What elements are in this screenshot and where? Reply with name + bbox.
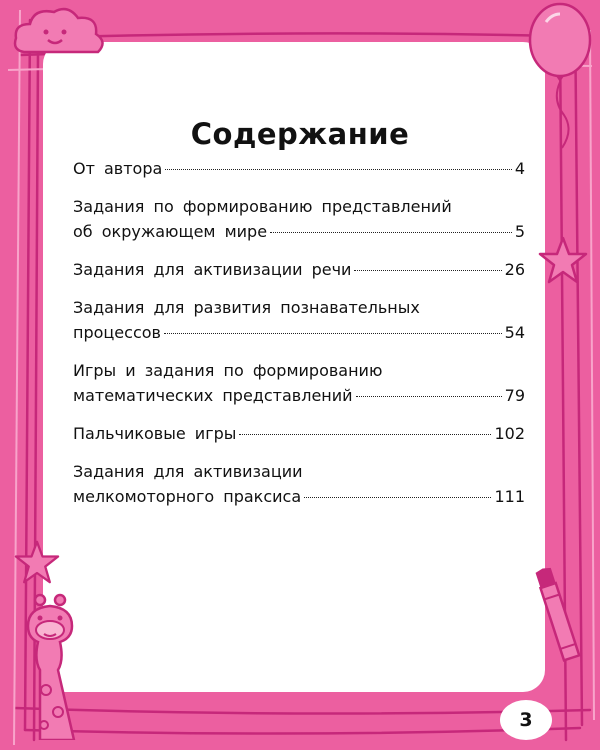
dot-leader [356, 396, 502, 397]
toc-page-number: 5 [514, 222, 525, 241]
star-icon [538, 236, 588, 284]
crayon-icon [530, 566, 586, 666]
toc-line [73, 383, 525, 408]
giraffe-icon [14, 590, 94, 740]
toc-entry-title: математических представлений [73, 386, 353, 405]
toc-line [73, 219, 525, 244]
toc-entry-title: об окружающем мире [73, 222, 268, 241]
toc-entry[interactable] [73, 358, 525, 408]
toc-entry[interactable] [73, 156, 525, 181]
dot-leader [165, 169, 512, 170]
toc-line [73, 484, 525, 509]
toc-line [73, 295, 525, 320]
toc-page-number: 54 [504, 323, 525, 342]
dot-leader [239, 434, 491, 435]
table-of-contents [73, 156, 525, 522]
toc-entry-title: Задания для активизации речи [73, 260, 352, 279]
toc-line [73, 320, 525, 345]
toc-entry[interactable] [73, 295, 525, 345]
toc-line [73, 459, 525, 484]
toc-entry-title: мелкомоторного праксиса [73, 487, 302, 506]
toc-entry[interactable] [73, 257, 525, 282]
toc-page-number: 111 [494, 487, 525, 506]
toc-page-number: 4 [514, 159, 525, 178]
toc-entry-title: Задания по формированию представлений [73, 197, 452, 216]
toc-entry[interactable] [73, 421, 525, 446]
toc-entry-title: Задания для активизации [73, 462, 303, 481]
star-icon [14, 540, 60, 584]
toc-line [73, 421, 525, 446]
toc-page-number: 79 [504, 386, 525, 405]
toc-page-number: 102 [494, 424, 525, 443]
toc-line [73, 358, 525, 383]
dot-leader [270, 232, 512, 233]
toc-entry-title: Игры и задания по формированию [73, 361, 383, 380]
dot-leader [354, 270, 501, 271]
toc-line [73, 257, 525, 282]
toc-entry[interactable] [73, 194, 525, 244]
page-title: Содержание [190, 117, 410, 152]
dot-leader [304, 497, 491, 498]
toc-line [73, 194, 525, 219]
page-number: 3 [500, 700, 552, 740]
toc-page-number: 26 [504, 260, 525, 279]
toc-entry-title: процессов [73, 323, 161, 342]
toc-line [73, 156, 525, 181]
toc-entry-title: Пальчиковые игры [73, 424, 237, 443]
toc-entry-title: Задания для развития познавательных [73, 298, 420, 317]
cloud-icon [10, 4, 110, 64]
toc-entry-title: От автора [73, 159, 163, 178]
toc-entry[interactable] [73, 459, 525, 509]
dot-leader [164, 333, 502, 334]
